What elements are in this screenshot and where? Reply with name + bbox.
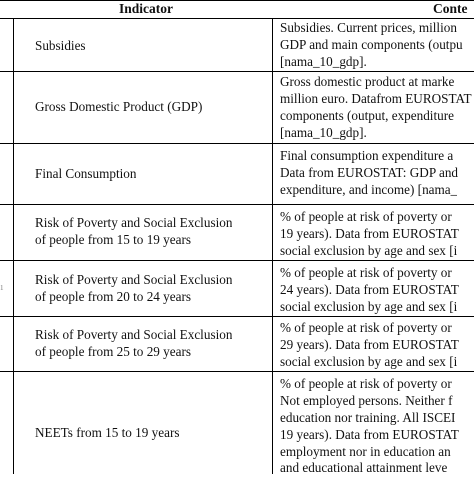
row-rule — [0, 371, 474, 372]
indicator-final-consumption: Final Consumption — [35, 166, 137, 181]
indicator-arope-15-19-line2: of people from 15 to 19 years — [35, 232, 192, 247]
content-line: Not employed persons. Neither f — [280, 393, 453, 408]
indicator-arope-20-24: Risk of Poverty and Social Exclusion — [35, 272, 233, 287]
top-rule — [0, 0, 474, 1]
content-line: Final consumption expenditure a — [280, 148, 454, 163]
content-line: education nor training. All ISCEI — [280, 410, 456, 425]
indicator-arope-20-24-line2: of people from 20 to 24 years — [35, 289, 192, 304]
content-line: 24 years). Data from EUROSTAT — [280, 282, 459, 297]
content-line: Subsidies. Current prices, million — [280, 20, 457, 35]
content-line: % of people at risk of poverty or — [280, 265, 452, 280]
column-divider — [272, 18, 273, 474]
content-line: 19 years). Data from EUROSTAT — [280, 427, 459, 442]
indicator-neets-15-19: NEETs from 15 to 19 years — [35, 425, 180, 440]
content-line: social exclusion by age and sex [i — [280, 354, 458, 369]
content-line: GDP and main components (outpu — [280, 37, 463, 52]
content-line: expenditure, and income) [nama_ — [280, 182, 458, 197]
indicator-arope-15-19: Risk of Poverty and Social Exclusion — [35, 215, 233, 230]
content-line: Gross domestic product at marke — [280, 74, 455, 89]
row-rule — [0, 143, 474, 144]
content-line: Data from EUROSTAT: GDP and — [280, 165, 459, 180]
content-line: and educational attainment leve — [280, 460, 448, 475]
content-line: components (output, expenditure — [280, 108, 454, 123]
content-line: million euro. Datafrom EUROSTAT — [280, 91, 472, 106]
content-line: 29 years). Data from EUROSTAT — [280, 337, 459, 352]
row-rule — [0, 316, 474, 317]
row-rule — [0, 260, 474, 261]
header-content: Conte — [433, 1, 468, 16]
content-line: social exclusion by age and sex [i — [280, 243, 458, 258]
content-line: % of people at risk of poverty or — [280, 209, 452, 224]
left-border — [13, 18, 14, 474]
content-line: [nama_10_gdp]. — [280, 125, 367, 140]
content-line: % of people at risk of poverty or — [280, 376, 452, 391]
content-line: % of people at risk of poverty or — [280, 320, 452, 335]
content-line: [nama_10_gdp]. — [280, 54, 367, 69]
row-rule — [0, 71, 474, 72]
indicator-arope-25-29-line2: of people from 25 to 29 years — [35, 344, 192, 359]
indicator-gdp: Gross Domestic Product (GDP) — [35, 99, 203, 114]
header-indicator: Indicator — [119, 1, 173, 16]
margin-mark: 1 — [0, 284, 4, 292]
indicator-subsidies: Subsidies — [35, 38, 86, 53]
content-line: 19 years). Data from EUROSTAT — [280, 226, 459, 241]
section-rule — [0, 204, 474, 205]
indicator-arope-25-29: Risk of Poverty and Social Exclusion — [35, 327, 233, 342]
content-line: social exclusion by age and sex [i — [280, 299, 458, 314]
content-line: employment nor in education an — [280, 444, 451, 459]
